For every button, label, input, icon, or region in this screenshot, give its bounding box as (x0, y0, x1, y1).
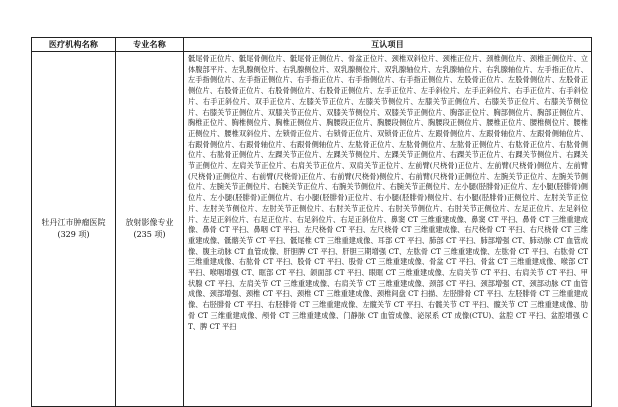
page-number-fragment (74, 394, 92, 400)
header-specialty: 专业名称 (116, 38, 184, 52)
institution-cell (32, 52, 116, 407)
items-cell (184, 52, 592, 407)
institution-name: 牡丹江市肿瘤医院 (41, 218, 106, 227)
institution-count: (329 项) (57, 230, 90, 239)
header-items: 互认项目 (184, 38, 592, 52)
specialty-name: 放射影像专业 (125, 218, 174, 227)
table-row (32, 52, 592, 407)
specialty-cell (116, 52, 184, 407)
items-list-text: 骶尾骨正位片、骶尾骨侧位片、骶尾骨正侧位片、骨盆正位片、颈椎双斜位片、颈椎正位片、颈椎侧位片、颈椎正侧位片、立体腹部平片、左乳腺侧位片、右乳腺侧位片、双乳腺侧位片、双乳腺轴位片、左乳腺轴位片、右乳腺轴位片、左手指正位片、左手指侧位片、左手指正侧位片、右手指正位片、右手指侧位片、右手指正侧位片、左股骨正位片、左股骨侧位片、左股骨正侧位片、右股骨正位片、右股骨侧位片、右股骨正侧位片、左手正位片、左手斜位片、左手正斜位片、右手正位片、右手斜位片、右手正斜位片、双手正位片、左膝关节正位片、左膝关节侧位片、左膝关节正侧位片、右膝关节正位片、右膝关节侧位片、右膝关节正侧位片、双膝关节正位片、双膝关节侧位片、双膝关节正侧位片、胸部正位片、胸部侧位片、胸部正侧位片、胸椎正位片、胸椎侧位片、胸椎正侧位片、胸腰段正位片、胸腰段侧位片、胸腰段正侧位片、腰椎正位片、腰椎侧位片、腰椎正侧位片、腰椎双斜位片、左锁骨正位片、右锁骨正位片、双锁骨正位片、左跟骨侧位片、左跟骨轴位片、左跟骨侧轴位片、右跟骨侧位片、右跟骨轴位片、右跟骨侧轴位片、左肱骨正位片、左肱骨侧位片、左肱骨正侧位片、右肱骨正位片、右肱骨侧位片、右肱骨正侧位片、左踝关节正位片、左踝关节侧位片、左踝关节正侧位片、右踝关节正位片、右踝关节侧位片、右踝关节正侧位片、左肩关节正位片、右肩关节正位片、双肩关节正位片、左前臂(尺桡骨)正位片、左前臂(尺桡骨)侧位片、左前臂(尺桡骨)正侧位片、右前臂(尺桡骨)正位片、右前臂(尺桡骨)侧位片、右前臂(尺桡骨)正侧位片、左腕关节正位片、左腕关节侧位片、左腕关节正侧位片、右腕关节正位片、右腕关节侧位片、右腕关节正侧位片、左小腿(胫腓骨)正位片、左小腿(胫腓骨)侧位片、左小腿(胫腓骨)正侧位片、右小腿(胫腓骨)正位片、右小腿(胫腓骨)侧位片、右小腿(胫腓骨)正侧位片、左肘关节正位片、左肘关节侧位片、左肘关节正侧位片、右肘关节正位片、右肘关节侧位片、右肘关节正侧位片、左足正位片、左足斜位片、左足正斜位片、右足正位片、右足斜位片、右足正斜位片、鼻窦 CT 三维重建成像、鼻窦 CT 平扫、鼻骨 CT 三维重建成像、鼻骨 CT 平扫、鼻咽 CT 平扫、左尺桡骨 CT 平扫、左尺桡骨 CT 三维重建成像、右尺桡骨 CT 平扫、右尺桡骨 CT 三维重建成像、骶髂关节 CT 平扫、骶尾椎 CT 三维重建成像、耳部 CT 平扫、肺部 CT 平扫、肺部增强 CT、肺动脉 CT 血管成像、腹主动脉 CT 血管成像、肝胆脾 CT 平扫、肝胆三期增强 CT、左肱骨 CT 三维重建成像、左肱骨 CT 平扫、右肱骨 CT 三维重建成像、右肱骨 CT 平扫、股骨 CT 平扫、股骨 CT 三维重建成像、骨盆 CT 平扫、骨盆 CT 三维重建成像、喉部 CT 平扫、喉咽增强 CT、眶部 CT 平扫、颌面部 CT 平扫、眼眶 CT 三维重建成像、左肩关节 CT 平扫、右肩关节 CT 平扫、甲状腺 CT 平扫、左肩关节 CT 三维重建成像、右肩关节 CT 三维重建成像、颈部 CT 平扫、颈部增强 CT、颈部动脉 CT 血管成像、颈部增强、颈椎 CT 平扫、颈椎 CT 三维重建成像、颈椎间盘 CT 扫描、左胫腓骨 CT 平扫、左胫腓骨 CT 三维重建成像、右胫腓骨 CT 平扫、右胫腓骨 CT 三维重建成像、左髋关节 CT 平扫、右髋关节 CT 平扫、髋关节 CT 三维重建成像、肋骨 CT 三维重建成像、颅骨 CT 三维重建成像、门静脉 CT 血管成像、泌尿系 CT 成像(CTU)、盆腔 CT 平扫、盆腔增强 CT、脾 CT 平扫 (188, 54, 588, 331)
header-institution: 医疗机构名称 (32, 38, 116, 52)
specialty-count: (235 项) (133, 230, 166, 239)
mutual-recognition-table (31, 37, 592, 407)
table-header-row (32, 38, 592, 52)
